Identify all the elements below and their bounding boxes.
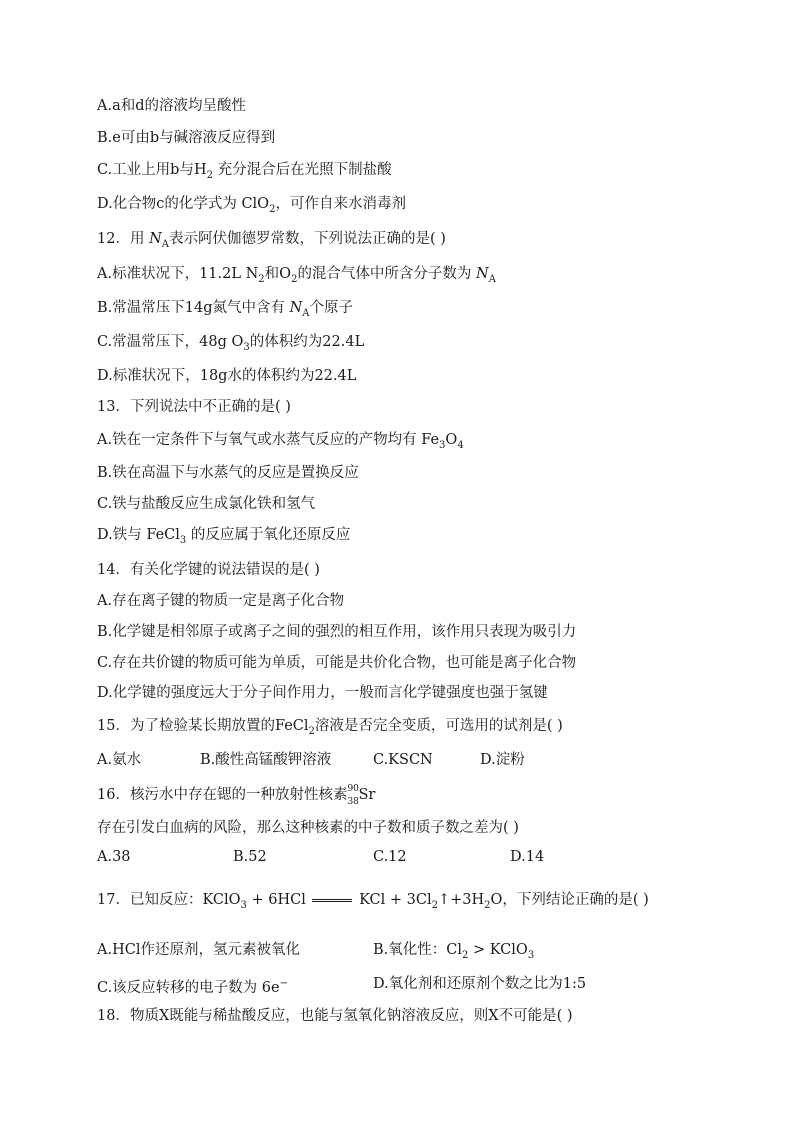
q15-stem: [97, 716, 563, 742]
subscript: 2: [206, 169, 213, 181]
q13-option-c: C.铁与盐酸反应生成氯化铁和氢气: [97, 496, 316, 512]
text: 和O: [264, 266, 292, 282]
q14-option-c: C.存在共价键的物质可能为单质，可能是共价化合物，也可能是离子化合物: [97, 655, 577, 671]
text: 的混合气体中所含分子数为: [297, 266, 477, 282]
strontium-nuclide: [347, 784, 376, 807]
text: A.标准状况下，11.2L N: [97, 266, 259, 282]
q14-option-a: A.存在离子键的物质一定是离子化合物: [97, 593, 345, 609]
equals-arrow-icon: [312, 899, 352, 902]
subscript: 2: [258, 273, 265, 285]
text: 的体积约为22.4L: [249, 334, 365, 350]
subscript: 4: [457, 439, 464, 451]
q15-option-b: B.酸性高锰酸钾溶液: [200, 752, 332, 768]
subscript: 2: [462, 949, 469, 961]
text: ↑+3H: [437, 892, 485, 908]
subscript: A: [302, 307, 310, 319]
q13-option-a: [97, 430, 464, 456]
q11-option-c: [97, 160, 392, 186]
text: 的反应属于氧化还原反应: [186, 527, 351, 543]
q11-option-d: [97, 194, 406, 220]
text: 充分混合后在光照下制盐酸: [213, 162, 392, 178]
subscript: 3: [179, 534, 187, 546]
q11-option-a: A.a和d的溶液均呈酸性: [97, 98, 247, 114]
subscript: 2: [484, 899, 491, 911]
text: + 6HCl: [246, 892, 311, 908]
text: 16．核污水中存在锶的一种放射性核素: [97, 787, 348, 803]
q16-option-c: C.12: [373, 849, 407, 865]
text: C.工业上用b与: [97, 162, 194, 178]
q16-option-b: B.52: [233, 849, 267, 865]
mass-number: 90: [347, 784, 359, 794]
text: 表示阿伏伽德罗常数，下列说法正确的是( ): [168, 231, 446, 247]
q11-option-b: B.e可由b与碱溶液反应得到: [97, 130, 276, 146]
subscript: 3: [243, 341, 250, 353]
text: O: [445, 432, 458, 448]
q17-stem: [97, 890, 649, 916]
q17-option-a: A.HCl作还原剂，氢元素被氧化: [97, 942, 300, 958]
q15-option-a: A.氨水: [97, 752, 142, 768]
na-symbol: N: [289, 300, 303, 316]
na-symbol: N: [476, 266, 489, 282]
subscript: A: [488, 273, 496, 285]
q12-option-b: [97, 298, 353, 324]
text: ，可作自来水消毒剂: [275, 196, 406, 212]
text: A.铁在一定条件下与氧气或水蒸气反应的产物均有 Fe: [97, 432, 440, 448]
formula: H: [193, 162, 207, 178]
q13-stem: 13．下列说法中不正确的是( ): [97, 399, 291, 415]
subscript: 2: [308, 725, 315, 737]
subscript: A: [161, 238, 169, 250]
text: D.铁与 FeCl: [97, 527, 180, 543]
q15-option-c: C.KSCN: [373, 752, 433, 768]
q16-line2: 存在引发白血病的风险，那么这种核素的中子数和质子数之差为( ): [97, 820, 519, 836]
q13-option-d: [97, 525, 350, 551]
subscript: 2: [431, 899, 438, 911]
superscript: −: [279, 978, 288, 989]
text: 溶液是否完全变质，可选用的试剂是( ): [314, 718, 563, 734]
text: B.常温常压下14g氮气中含有: [97, 300, 290, 316]
subscript: 3: [527, 949, 535, 961]
atomic-number: 38: [347, 797, 359, 807]
q15-option-d: D.淀粉: [480, 752, 525, 768]
q16-stem: [97, 784, 376, 807]
formula: ClO: [241, 196, 270, 212]
q14-option-b: B.化学键是相邻原子或离子之间的强烈的相互作用，该作用只表现为吸引力: [97, 624, 577, 640]
text: > KClO: [468, 942, 528, 958]
subscript: 2: [291, 273, 298, 285]
q12-option-a: [97, 264, 496, 290]
q14-stem: 14．有关化学键的说法错误的是( ): [97, 562, 320, 578]
q18-stem: 18．物质X既能与稀盐酸反应，也能与氢氧化钠溶液反应，则X不可能是( ): [97, 1008, 573, 1024]
text: 个原子: [309, 300, 354, 316]
q17-option-d: D.氧化剂和还原剂个数之比为1:5: [373, 976, 587, 992]
text: 12．用: [97, 231, 150, 247]
text: C.常温常压下，48g O: [97, 334, 244, 350]
text: 15．为了检验某长期放置的FeCl: [97, 718, 309, 734]
text: KCl + 3Cl: [354, 892, 432, 908]
q13-option-b: B.铁在高温下与水蒸气的反应是置换反应: [97, 465, 359, 481]
q17-option-c: [97, 974, 288, 998]
subscript: 2: [269, 203, 276, 215]
text: C.该反应转移的电子数为 6e: [97, 979, 280, 996]
q16-option-a: A.38: [97, 849, 131, 865]
text: O，下列结论正确的是( ): [490, 892, 649, 908]
element-symbol: Sr: [358, 787, 376, 803]
q12-option-c: [97, 332, 364, 358]
text: D.化合物c的化学式为: [97, 196, 242, 212]
q12-option-d: D.标准状况下，18g水的体积约为22.4L: [97, 368, 357, 384]
q16-option-d: D.14: [510, 849, 545, 865]
q17-option-b: [373, 940, 534, 966]
text: 17．已知反应：KClO: [97, 892, 241, 908]
text: B.氧化性：Cl: [373, 942, 462, 958]
na-symbol: N: [149, 231, 162, 247]
q12-stem: [97, 229, 446, 255]
q14-option-d: D.化学键的强度远大于分子间作用力，一般而言化学键强度也强于氢键: [97, 685, 548, 701]
subscript: 3: [439, 439, 446, 451]
subscript: 3: [240, 899, 247, 911]
